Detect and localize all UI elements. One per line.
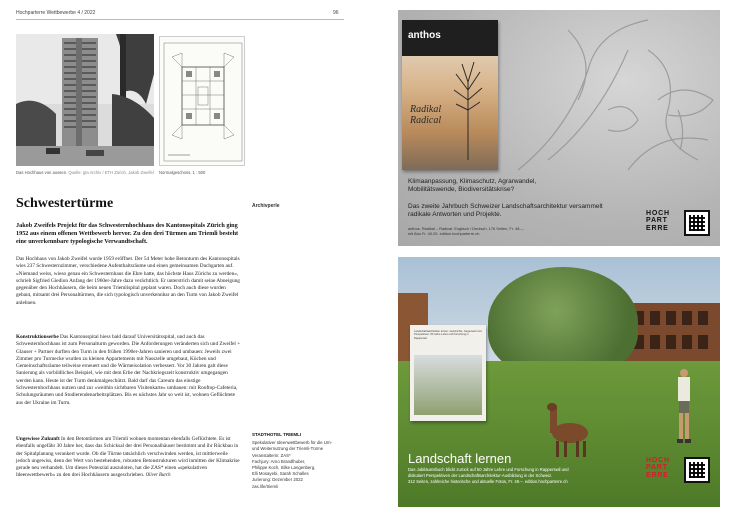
right-page (368, 0, 736, 520)
article-author: Oliver Burch (145, 473, 171, 479)
anthos-advertisement (398, 10, 720, 246)
plan-caption: Normalgeschoss, 1 : 500 (159, 170, 206, 175)
magazine-brand: anthos (408, 30, 441, 41)
photo-caption (16, 170, 154, 175)
logo-line: ERRE (646, 224, 669, 232)
floor-plan (159, 36, 245, 166)
anthos-question-line: Mobilitätswende, Biodiversitätskrise? (408, 186, 515, 194)
landschaft-description-line: diskutiert Perspektiven der Landschaftsarchitektur-Ausbildung in der Schweiz. (408, 472, 553, 478)
landschaft-book-cover (410, 325, 486, 421)
magazine-title-de: Radikal (410, 104, 442, 115)
paragraph-2-heading: Konstruktionserbe (16, 334, 59, 340)
paragraph-2 (16, 334, 242, 407)
sidebar-line: Fachjury: Arno Brandlhuber, (252, 458, 306, 464)
photo-credit: Quelle: gta Archiv / ETH Zürich, Jakob Zweifel (68, 170, 154, 175)
qr-code[interactable] (684, 457, 710, 483)
anthos-description (408, 203, 643, 220)
anthos-description-line: radikale Antworten und Projekte. (408, 211, 502, 219)
tower-photo-image (16, 34, 154, 166)
anthos-description-line: Das zweite Jahrbuch Schweizer Landschaftsarchitektur versammelt (408, 203, 603, 210)
hochparterre-logo-red (646, 457, 670, 479)
running-head (16, 10, 344, 16)
sidebar-line: Spekulativer Ideenwettbewerb für die Um- (252, 440, 333, 446)
article-title: Schwestertürme (16, 196, 114, 211)
landschaft-description-line: Das Jubiläumsbuch blickt zurück auf 50 Jahre Lehre und Forschung in Rapperswil und (408, 467, 569, 472)
logo-line: PART (646, 217, 668, 225)
paragraph-3-text: In den Betontürmen am Triemli wohnen momentan ebenfalls Geflüchtete. Es ist ebenfalls ungefähr 30 Jahre her, dass das Schicksal der drei Personalhäuser bestimmt und ihr Rückbau in der Spitalplanung verankert wurde. Ob die Türme tatsächlich verschwinden werden, ist mittlerweile jedoch ungewiss, denn der Wert von bestehenden, robusten Betonstrukturen wird inmitten der Klimakrise gerade neu verhandelt. Um dieses Potenzial auszuloten, hat die ZAS* einen «spekulativen Ideenwettbewerb» zu den drei Hochhäusern ausgeschrieben. (16, 436, 240, 479)
floor-plan-drawing (160, 37, 246, 167)
anthos-question (408, 178, 628, 195)
alpaca-illustration (540, 399, 594, 459)
engraving-pattern (508, 10, 720, 180)
article-lead: Jakob Zweifels Projekt für das Schwesternhochhaus des Kantonsspitals Zürich ging 1952 aus einem offenen Wettbewerb hervor. Zu den drei Türmen am Triemli besteht eine unverkennbare typologische Verwandtschaft. (16, 222, 239, 245)
anthos-details-line: mit Abo Fr. 40.20. edition.hochparterre.ch (408, 231, 480, 237)
sidebar-line: Elli Mosayebi, Sarah Schalles (252, 471, 309, 477)
header-rule (16, 19, 344, 20)
sidebar-line: Philippe Koch, Silke Langenberg, (252, 465, 316, 471)
sidebar-line: Veranstalterin: ZAS* (252, 452, 291, 458)
tower-photo (16, 34, 154, 166)
book-cover-image (414, 355, 482, 415)
sidebar-line: und Weiternutzung der Triemli-Türme (252, 446, 324, 452)
magazine-title (410, 104, 441, 126)
plant-illustration (450, 60, 486, 160)
rubric-label: Archivperle (252, 203, 280, 209)
qr-code[interactable] (684, 210, 710, 236)
sidebar-title: STADTHOTEL TRIEMLI (252, 432, 302, 437)
logo-line: HOCH (646, 210, 670, 217)
magazine-title-en: Radical (410, 115, 442, 126)
anthos-details (408, 226, 608, 237)
paragraph-1: Das Hochhaus von Jakob Zweifel wurde 1959 eröffnet. Der 54 Meter hohe Betonturm des Kantonsspitals wies 237 Schwesternzimmer, verschiedene Aufenthaltsräume und einen gemeinsamen Dachgarten auf. «Niemand weiss, wieso genau ein Schwesternhaus die Ehre hatte, das höchste Haus Zürichs zu werden», schrieb Sigfried Giedion Anfang der 1960er-Jahre dazu verächtlich. Er unterstrich damit seine Abneigung gegenüber den Hochhäusern, die beim neuen Triemlispital geplant waren. Doch auch diese wurden gebaut, mitsamt drei Personaltürmen, die sich typologisch unverkennbar an den Turm von Jakob Zweifel anlehnen. (16, 256, 240, 306)
logo-line: PART (646, 464, 668, 472)
paragraph-3-heading: Ungewisse Zukunft (16, 436, 60, 442)
logo-line: ERRE (646, 471, 669, 479)
competition-sidebar (252, 432, 348, 490)
person-illustration (674, 367, 694, 445)
landschaft-description-line: 312 Seiten, zahlreiche historische und aktuelle Fotos, Fr. 49.–. edition.hochparterre.ch (408, 478, 568, 484)
running-head-title: Hochparterre Wettbewerbe 4 / 2022 (16, 10, 96, 16)
anthos-details-line: anthos. Radikal – Radical. Englisch / Deutsch, 176 Seiten, Fr. 48.–, (408, 226, 524, 231)
anthos-question-line: Klimaanpassung, Klimaschutz, Agrarwandel, (408, 178, 537, 185)
sidebar-line: zas.life/triemli (252, 483, 279, 489)
logo-line: HOCH (646, 457, 670, 464)
book-cover-text: Landschaftsarchitektur lernen. Geschichte, Gegenwart und Perspektiven. 80 Jahre Lehre und Forschung in Rapperswil (414, 330, 482, 340)
landschaft-advertisement (398, 257, 720, 507)
sidebar-line: Jurierung: Dezember 2022 (252, 477, 303, 483)
paragraph-2-text: Das Kantonsspital hiess bald darauf Universitätsspital, und auch das Schwesternhochhaus ist zum Personalturm geworden. Die Anforderungen veränderten sich und Zweifel + Glauser + Partner durften den Turm in den frühen 1990er-Jahren sanieren und umbauen: Jeweils zwei Zimmer pro Turmecke wurden zu kleinen Appartements mit Nasszelle umgebaut, Küchen und Gemeinschaftsräume teilweise erneuert und die Wärmeisolation verbessert. Vor 30 Jahren galt diese Sanierung als vorbildliches Beispiel, wie mit dem Erbe der Nachkriegszeit konstruktiv umgegangen werden kann. Heute ist der Turm denkmalgeschützt. Bald darf das Careum das einstige Schwesternhochhaus nutzen und zur «weithin sichtbaren Visitenkarte» umbauen: mit Rooftop-Cafeteria, Schulungsräumen und Studierendenarbeitsplätzen. Bis es nächstes Jahr so weit ist, wohnen Geflüchtete aus der Ukraine im Turm. (16, 334, 241, 406)
landschaft-description (408, 467, 608, 484)
paragraph-3 (16, 436, 242, 480)
page-number: 96 (333, 10, 339, 16)
photo-caption-text: Das Hochhaus von aussen. (16, 170, 68, 175)
anthos-magazine-cover (402, 20, 498, 170)
landschaft-headline: Landschaft lernen (408, 451, 512, 466)
hochparterre-logo (646, 210, 670, 232)
